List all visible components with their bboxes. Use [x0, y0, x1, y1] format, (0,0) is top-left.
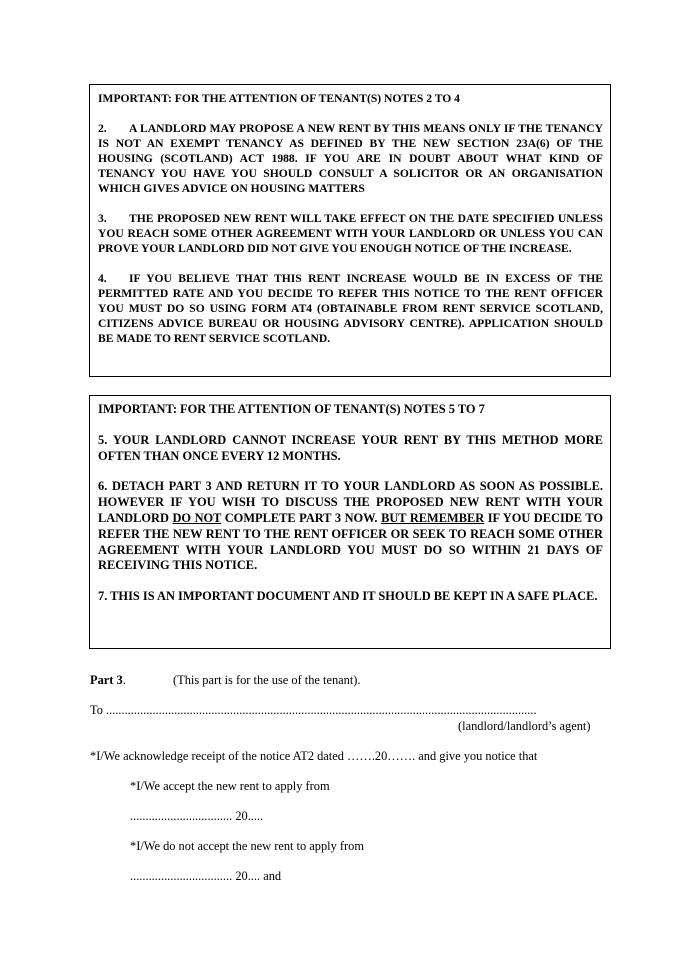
note-6-do-not: DO NOT — [172, 510, 222, 525]
note-5: 5. YOUR LANDLORD CANNOT INCREASE YOUR RENT BY THIS METHOD MORE OFTEN THAN ONCE EVERY 12 MONTHS. — [98, 432, 603, 463]
part3-note: (This part is for the use of the tenant). — [173, 673, 361, 687]
note-6-text-a: 6. DETACH PART 3 AND RETURN IT TO YOUR LANDLORD AS SOON AS POSSIBLE. HOWEVER IF YOU WISH TO DISCUSS THE PROPOSED NEW RENT WITH YOUR LANDLORD — [98, 479, 603, 525]
note-6-text-b: COMPLETE PART 3 NOW. — [221, 510, 382, 525]
note-3-text: THE PROPOSED NEW RENT WILL TAKE EFFECT ON THE DATE SPECIFIED UNLESS YOU REACH SOME OTHER AGREEMENT WITH YOUR LANDLORD OR UNLESS YOU CAN PROVE YOUR LANDLORD DID NOT GIVE YOU ENOUGH NOTICE OF THE INCREASE. — [98, 212, 603, 255]
note-7: 7. THIS IS AN IMPORTANT DOCUMENT AND IT SHOULD BE KEPT IN A SAFE PLACE. — [98, 589, 598, 604]
notes-5-to-7-box — [89, 395, 611, 649]
to-field[interactable]: To ........................................................................................................................................... — [90, 703, 537, 717]
note-6-text-c: IF YOU DECIDE TO REFER THE NEW RENT TO THE RENT OFFICER OR SEEK TO REACH SOME OTHER AGREEMENT WITH YOUR LANDLORD YOU MUST DO SO WITHIN 21 DAYS OF RECEIVING THIS NOTICE. — [98, 510, 603, 573]
part3-label-dot: . — [122, 673, 126, 687]
note-6-but-remember: BUT REMEMBER — [381, 510, 485, 525]
note-3-number: 3. — [98, 212, 107, 225]
accept-date-field[interactable]: ................................. 20..... — [130, 809, 264, 823]
note-4 — [98, 271, 603, 346]
notes-2-to-4-heading: IMPORTANT: FOR THE ATTENTION OF TENANT(S) NOTES 2 TO 4 — [98, 92, 460, 105]
to-caption: (landlord/landlord’s agent) — [458, 719, 591, 733]
acknowledge-line: *I/We acknowledge receipt of the notice AT2 dated …….20……. and give you notice that — [90, 749, 538, 763]
note-4-text: IF YOU BELIEVE THAT THIS RENT INCREASE WOULD BE IN EXCESS OF THE PERMITTED RATE AND YOU DECIDE TO REFER THIS NOTICE TO THE RENT OFFICER YOU MUST DO SO USING FORM AT4 (OBTAINABLE FROM RENT SERVICE SCOTLAND, CITIZENS ADVICE BUREAU OR HOUSING ADVISORY CENTRE). APPLICATION SHOULD BE MADE TO RENT SERVICE SCOTLAND. — [98, 272, 603, 345]
note-2-text: A LANDLORD MAY PROPOSE A NEW RENT BY THIS MEANS ONLY IF THE TENANCY IS NOT AN EXEMPT TENANCY AS DEFINED BY THE NEW SECTION 23A(6) OF THE HOUSING (SCOTLAND) ACT 1988. IF YOU ARE IN DOUBT ABOUT WHAT KIND OF TENANCY YOU HAVE YOU SHOULD CONSULT A SOLICITOR OR AN ORGANISATION WHICH GIVES ADVICE ON HOUSING MATTERS — [98, 122, 603, 195]
note-4-number: 4. — [98, 272, 107, 285]
note-3 — [98, 211, 603, 256]
not-accept-line: *I/We do not accept the new rent to apply from — [130, 839, 364, 853]
accept-line: *I/We accept the new rent to apply from — [130, 779, 330, 793]
notes-5-to-7-heading: IMPORTANT: FOR THE ATTENTION OF TENANT(S) NOTES 5 TO 7 — [98, 402, 485, 416]
not-accept-date-field[interactable]: ................................. 20.... and — [130, 869, 282, 883]
notes-2-to-4-box — [89, 84, 611, 377]
part3-title — [90, 673, 126, 688]
note-2-number: 2. — [98, 122, 107, 135]
note-2 — [98, 121, 603, 196]
part3-label: Part 3 — [90, 673, 123, 687]
note-6 — [98, 479, 603, 574]
